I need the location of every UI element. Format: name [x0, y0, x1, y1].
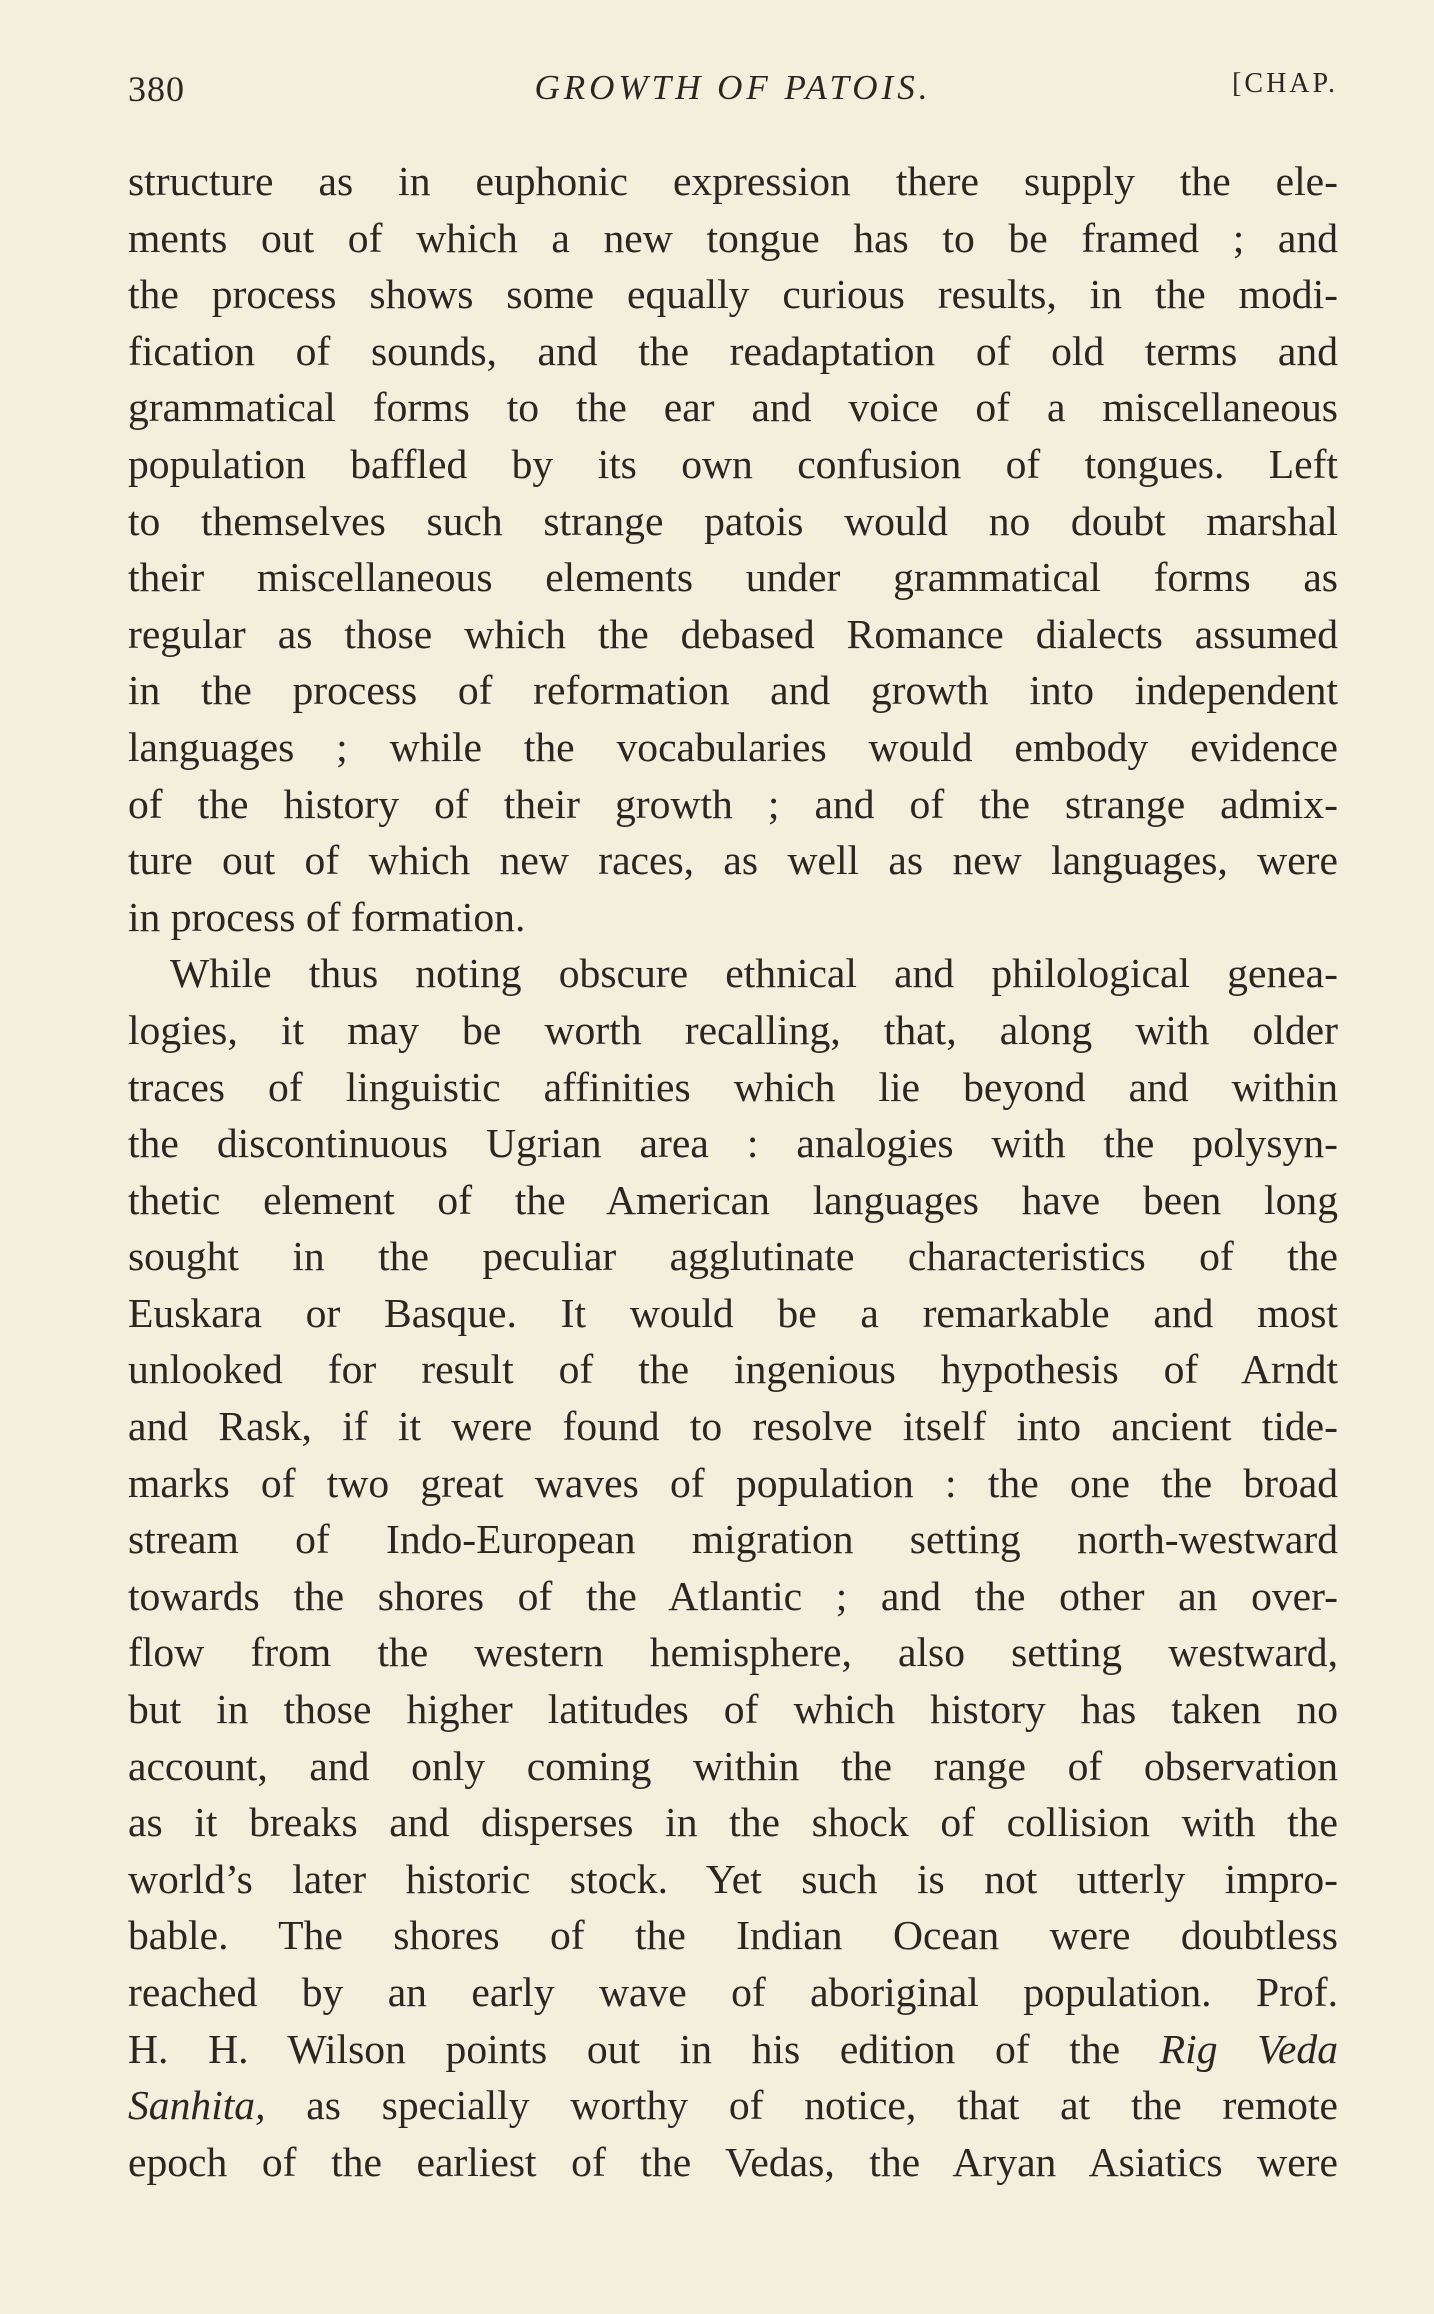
text-line: traces of linguistic affinities which lie beyond and within — [128, 1063, 1338, 1110]
text-line: unlooked for result of the ingenious hypothesis of Arndt — [128, 1346, 1338, 1393]
page-number: 380 — [128, 69, 185, 109]
text-line: the process shows some equally curious results, in the modi- — [128, 271, 1338, 318]
text-line: regular as those which the debased Romance dialects assumed — [128, 610, 1338, 657]
text-line: fication of sounds, and the readaptation of old terms and — [128, 327, 1338, 374]
text-line: of the history of their growth ; and of the strange admix- — [128, 780, 1338, 827]
text-line: Euskara or Basque. It would be a remarkable and most — [128, 1289, 1338, 1336]
text-line: in the process of reformation and growth into independent — [128, 667, 1338, 714]
text-line — [128, 2021, 1338, 2078]
text-line: While thus noting obscure ethnical and philological genea- — [170, 950, 1338, 997]
text-line: epoch of the earliest of the Vedas, the Aryan Asiatics were — [128, 2138, 1338, 2185]
text-line: to themselves such strange patois would no doubt marshal — [128, 497, 1338, 544]
text-line: world’s later historic stock. Yet such is not utterly impro- — [128, 1855, 1338, 1902]
text-segment: as specially worthy of notice, that at the remote — [265, 2082, 1338, 2129]
text-line: the discontinuous Ugrian area : analogies with the polysyn- — [128, 1120, 1338, 1167]
running-head — [128, 68, 1338, 128]
text-line — [128, 2077, 1338, 2134]
body-text — [128, 153, 1338, 2190]
text-line: and Rask, if it were found to resolve itself into ancient tide- — [128, 1403, 1338, 1450]
text-line: languages ; while the vocabularies would embody evidence — [128, 723, 1338, 770]
chapter-mark: [CHAP. — [1232, 68, 1338, 99]
running-title: GROWTH OF PATOIS. — [534, 68, 932, 107]
text-line: bable. The shores of the Indian Ocean were doubtless — [128, 1912, 1338, 1959]
text-line: as it breaks and disperses in the shock of collision with the — [128, 1799, 1338, 1846]
text-line: but in those higher latitudes of which history has taken no — [128, 1686, 1338, 1733]
text-line: grammatical forms to the ear and voice of a miscellaneous — [128, 384, 1338, 431]
text-line: in process of formation. — [128, 893, 526, 940]
text-line: reached by an early wave of aboriginal population. Prof. — [128, 1969, 1338, 2015]
text-line: ture out of which new races, as well as new languages, were — [128, 837, 1338, 884]
italic-title: Sanhita, — [128, 2082, 266, 2129]
text-line: their miscellaneous elements under grammatical forms as — [128, 554, 1338, 601]
text-line: structure as in euphonic expression there supply the ele- — [128, 158, 1338, 204]
text-line: stream of Indo-European migration setting north-westward — [128, 1516, 1338, 1563]
italic-title: Rig Veda — [1159, 2025, 1338, 2072]
paragraph-1 — [128, 153, 1338, 945]
text-line: logies, it may be worth recalling, that, along with older — [128, 1006, 1338, 1053]
text-line: thetic element of the American languages have been long — [128, 1176, 1338, 1223]
text-line: ments out of which a new tongue has to be framed ; and — [128, 214, 1338, 261]
paragraph-2 — [128, 945, 1338, 2190]
text-line: towards the shores of the Atlantic ; and the other an over- — [128, 1572, 1338, 1619]
text-line: account, and only coming within the range of observation — [128, 1742, 1338, 1789]
text-line: marks of two great waves of population : the one the broad — [128, 1459, 1338, 1506]
text-line: flow from the western hemisphere, also setting westward, — [128, 1629, 1338, 1676]
text-line: sought in the peculiar agglutinate characteristics of the — [128, 1233, 1338, 1280]
text-line: population baffled by its own confusion of tongues. Left — [128, 440, 1338, 487]
text-segment: H. H. Wilson points out in his edition of the — [128, 2025, 1160, 2072]
